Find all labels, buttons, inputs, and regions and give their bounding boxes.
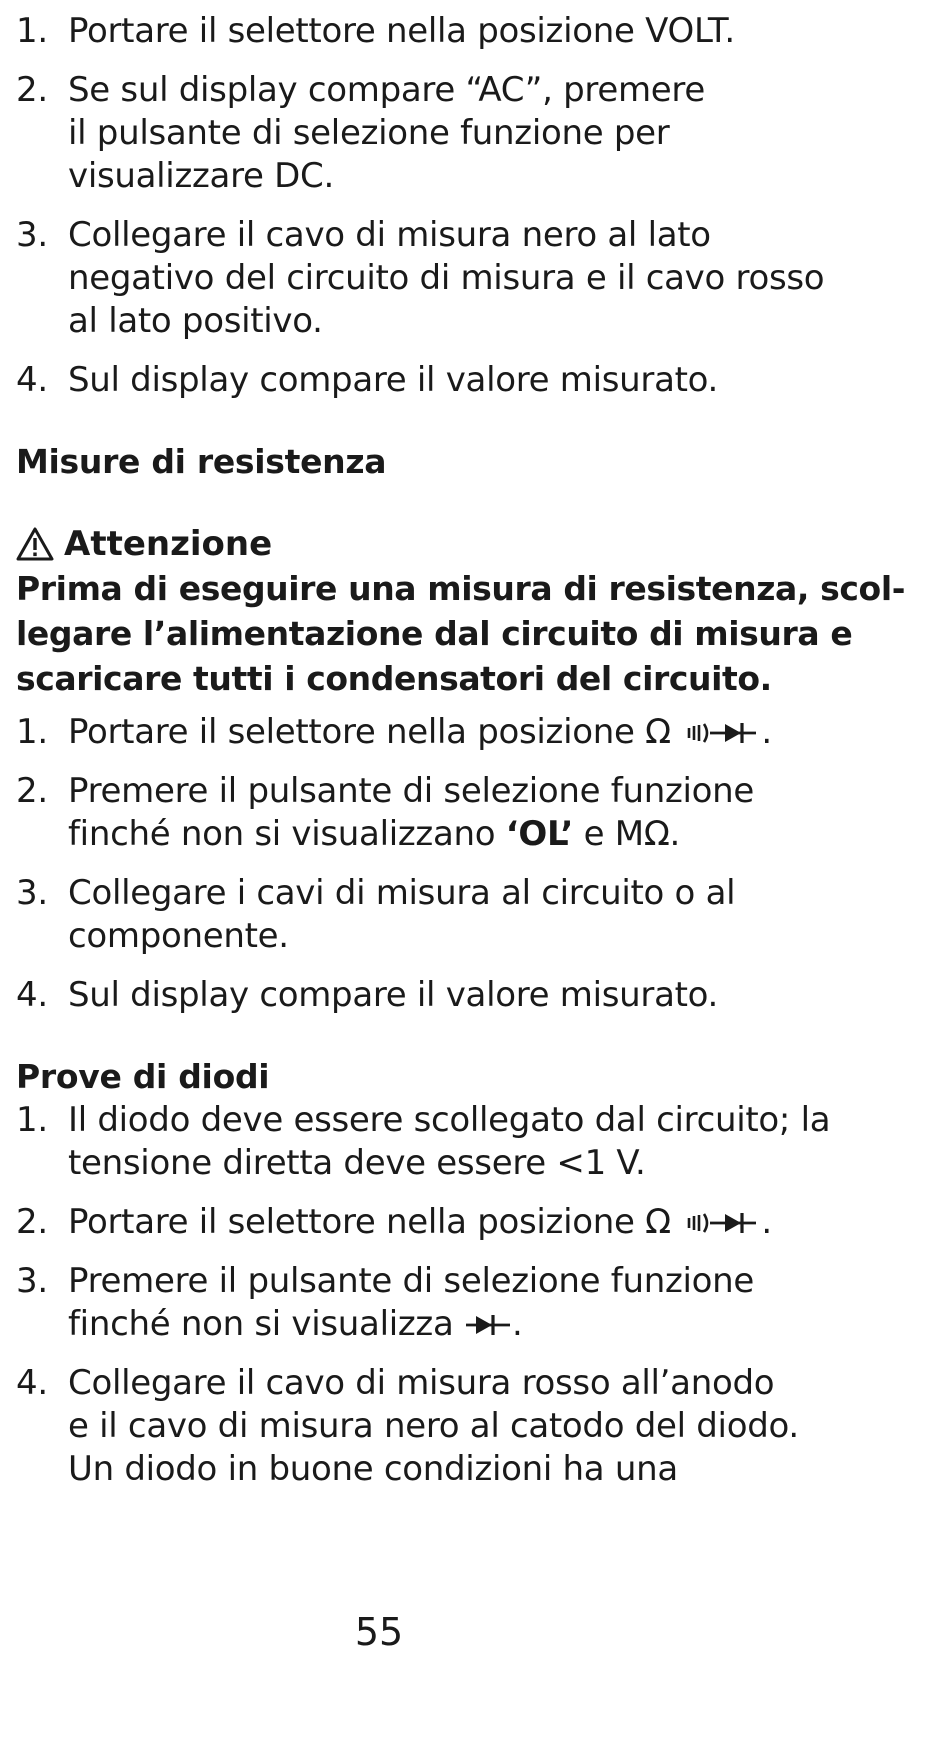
continuity-diode-symbol-icon (681, 720, 761, 746)
warning-line: scaricare tutti i condensatori del circuito. (16, 659, 772, 698)
display-reading-ol: ‘OL’ (505, 814, 574, 854)
list-item (16, 711, 916, 754)
step-number: 3. (16, 873, 48, 913)
step-text: Se sul display compare “AC”, premere (68, 70, 705, 110)
warning-line: legare l’alimentazione dal circuito di misura e (16, 614, 853, 653)
step-number: 4. (16, 360, 48, 400)
step-text: Premere il pulsante di selezione funzione (68, 1261, 755, 1301)
step-text: Collegare il cavo di misura nero al lato (68, 215, 711, 255)
step-text: negativo del circuito di misura e il cavo rosso (68, 258, 825, 298)
step-text: Sul display compare il valore misurato. (68, 975, 719, 1015)
manual-page (16, 0, 916, 1507)
step-text: tensione diretta deve essere <1 V. (68, 1143, 646, 1183)
list-item (16, 10, 916, 53)
step-text: . (761, 1202, 772, 1242)
step-number: 2. (16, 1202, 48, 1242)
step-text: Un diodo in buone condizioni ha una (68, 1449, 678, 1489)
list-item (16, 1099, 916, 1185)
step-text: Portare il selettore nella posizione VOLT. (68, 11, 735, 51)
step-text: . (512, 1304, 523, 1344)
list-item (16, 770, 916, 856)
step-text: visualizzare DC. (68, 156, 334, 196)
step-text: Il diodo deve essere scollegato dal circuito; la (68, 1100, 831, 1140)
list-item (16, 872, 916, 958)
list-item (16, 974, 916, 1017)
diode-symbol-icon (464, 1312, 512, 1338)
step-number: 3. (16, 1261, 48, 1301)
step-number: 2. (16, 70, 48, 110)
step-text: componente. (68, 916, 289, 956)
step-text: finché non si visualizza (68, 1304, 465, 1344)
step-number: 2. (16, 771, 48, 811)
step-number: 4. (16, 975, 48, 1015)
warning-text (16, 566, 916, 701)
step-text: Premere il pulsante di selezione funzione (68, 771, 755, 811)
step-text: Portare il selettore nella posizione Ω (68, 712, 671, 752)
step-text: . (761, 712, 772, 752)
step-number: 1. (16, 11, 48, 51)
step-text: il pulsante di selezione funzione per (68, 113, 670, 153)
list-item (16, 1201, 916, 1244)
warning-title-text: Attenzione (64, 524, 273, 564)
page-number: 55 (354, 1610, 404, 1654)
step-text: Collegare il cavo di misura rosso all’anodo (68, 1363, 775, 1403)
step-text: e MΩ. (573, 814, 681, 854)
continuity-diode-symbol-icon (681, 1210, 761, 1236)
step-number: 1. (16, 712, 48, 752)
list-item (16, 214, 916, 343)
list-item (16, 1362, 916, 1491)
step-number: 3. (16, 215, 48, 255)
list-item (16, 1260, 916, 1346)
list-item (16, 359, 916, 402)
diode-steps-list (16, 1099, 916, 1491)
step-text: finché non si visualizzano (68, 814, 506, 854)
section-heading-resistance: Misure di resistenza (16, 442, 387, 481)
warning-triangle-icon (16, 527, 54, 561)
step-number: 4. (16, 1363, 48, 1403)
step-number: 1. (16, 1100, 48, 1140)
list-item (16, 69, 916, 198)
step-text: al lato positivo. (68, 301, 323, 341)
warning-title (16, 522, 916, 566)
step-text: Sul display compare il valore misurato. (68, 360, 719, 400)
step-text: e il cavo di misura nero al catodo del diodo. (68, 1406, 799, 1446)
step-text: Portare il selettore nella posizione Ω (68, 1202, 671, 1242)
resistance-steps-list (16, 711, 916, 1017)
step-text: Collegare i cavi di misura al circuito o al (68, 873, 736, 913)
section-heading-diodes: Prove di diodi (16, 1057, 270, 1096)
warning-line: Prima di eseguire una misura di resistenza, scol- (16, 569, 906, 608)
voltage-steps-list (16, 10, 916, 402)
